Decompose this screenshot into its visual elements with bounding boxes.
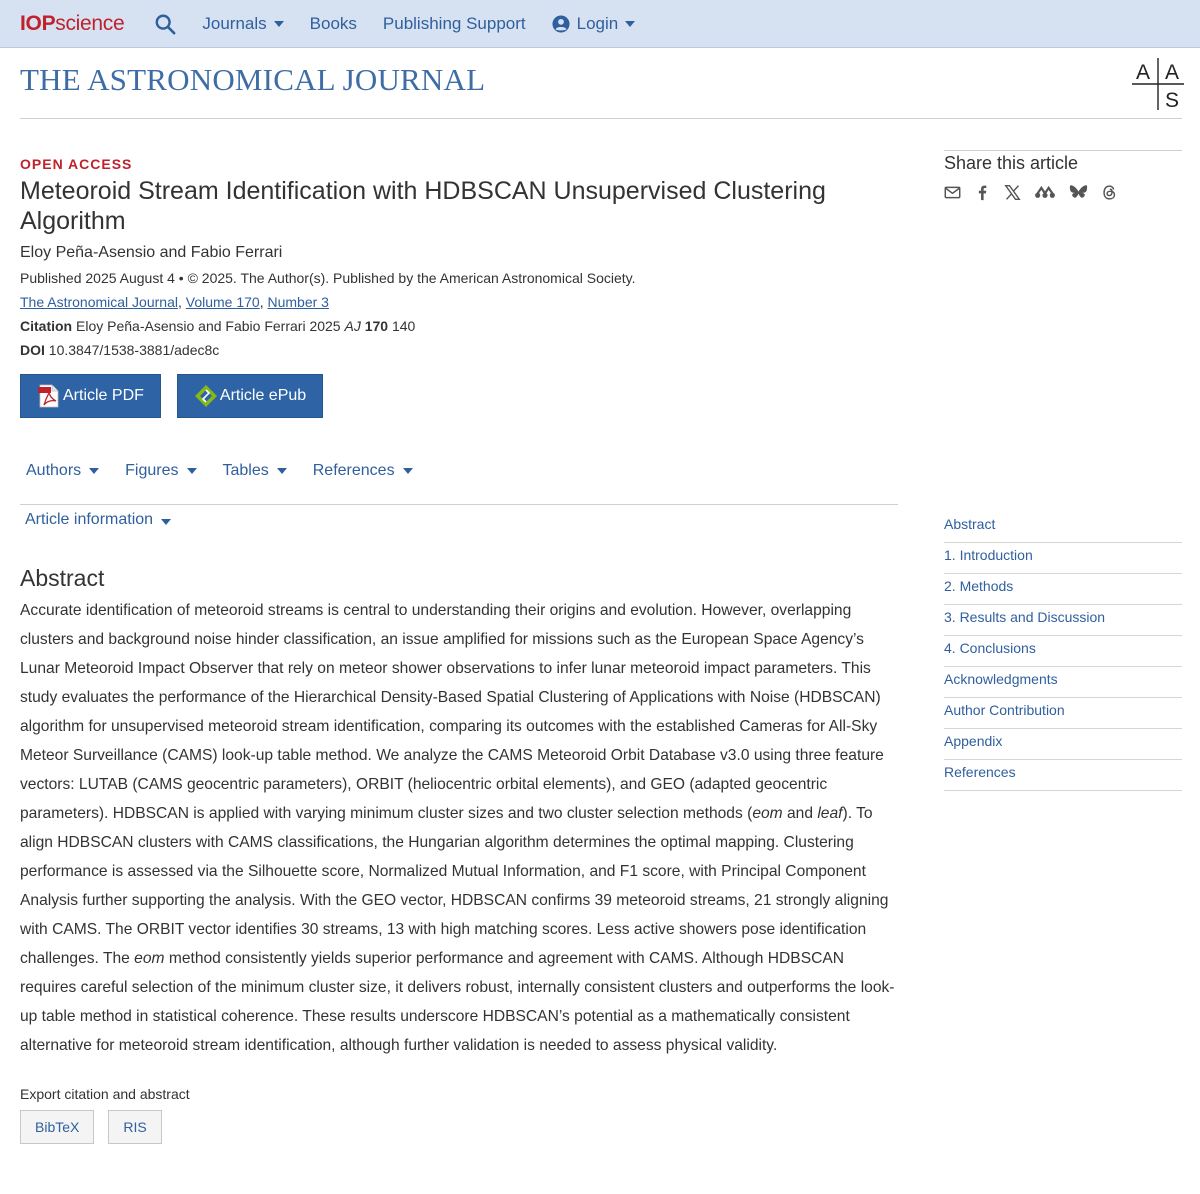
caret-down-icon <box>274 21 284 27</box>
citation <box>20 318 898 334</box>
volume-link[interactable]: Volume 170 <box>185 294 260 310</box>
email-icon[interactable] <box>944 184 961 201</box>
number-link[interactable]: Number 3 <box>267 294 329 310</box>
caret-down-icon <box>403 468 413 474</box>
citation-label: Citation <box>20 318 73 334</box>
doi-value[interactable]: 10.3847/1538-3881/adec8c <box>48 342 220 358</box>
top-navigation <box>0 0 1200 48</box>
subnav-figures[interactable] <box>125 462 196 480</box>
download-buttons <box>20 374 898 418</box>
nav-publishing-support[interactable] <box>383 14 526 34</box>
nav-login[interactable] <box>552 14 636 34</box>
open-access-label: OPEN ACCESS <box>20 156 133 172</box>
abstract-part-3: method consistently yields superior performance and agreement with CAMS. Although HDBSCAN requires careful selection of the minimum cluster size, it delivers robust, internally consistent clusters and outperforms the look-up table method in statistical coherence. These results underscore HDBSCAN’s potential as a mathematically consistent alternative for meteoroid stream identification, although further validation is needed to assess physical validity. <box>20 950 895 1054</box>
caret-down-icon <box>625 21 635 27</box>
citation-journal: AJ <box>344 318 361 334</box>
subnav-tables-label: Tables <box>222 462 269 479</box>
toc-author-contribution[interactable]: Author Contribution <box>944 698 1182 729</box>
export-buttons <box>20 1110 898 1144</box>
search-icon[interactable] <box>154 13 176 35</box>
abstract-text <box>20 596 898 1060</box>
caret-down-icon <box>161 519 171 525</box>
abstract-leaf: leaf <box>817 805 843 822</box>
ris-button[interactable]: RIS <box>108 1110 161 1144</box>
threads-icon[interactable] <box>1101 184 1118 201</box>
logo-science: science <box>55 11 125 35</box>
share-divider <box>944 150 1182 151</box>
bluesky-icon[interactable] <box>1069 184 1088 201</box>
doi-label: DOI <box>20 342 45 358</box>
toc-appendix[interactable]: Appendix <box>944 729 1182 760</box>
table-of-contents <box>944 512 1182 791</box>
subnav-figures-label: Figures <box>125 462 179 479</box>
article-epub-label: Article ePub <box>219 387 307 404</box>
abstract-eom-1: eom <box>752 805 783 822</box>
toc-abstract[interactable]: Abstract <box>944 512 1182 543</box>
nav-journals[interactable] <box>202 14 283 34</box>
header-divider <box>20 118 1182 119</box>
doi <box>20 342 898 358</box>
article-pdf-button[interactable] <box>20 374 161 418</box>
nav-books-label: Books <box>309 13 357 33</box>
aas-letter-a2: A <box>1164 61 1180 84</box>
subnav-references-label: References <box>312 462 395 479</box>
citation-text: Eloy Peña-Asensio and Fabio Ferrari 2025 <box>76 318 341 334</box>
share-heading: Share this article <box>944 153 1079 173</box>
toc-acknowledgments[interactable]: Acknowledgments <box>944 667 1182 698</box>
article-subnav <box>26 462 898 480</box>
citation-volume: 170 <box>364 318 389 334</box>
subnav-tables[interactable] <box>223 462 287 480</box>
mendeley-icon[interactable] <box>1034 184 1056 201</box>
abstract-part-1: Accurate identification of meteoroid streams is central to understanding their origins and evolution. However, overlapping clusters and background noise hinder classification, an issue amplified for missions such as the European Space Agency’s Lunar Meteoroid Impact Observer that rely on meteor shower observations to infer lunar meteoroid impact parameters. This study evaluates the performance of the Hierarchical Density-Based Spatial Clustering of Applications with Noise (HDBSCAN) algorithm for unsupervised meteoroid stream identification, comparing its outcomes with the established Cameras for All-Sky Meteor Surveillance (CAMS) look-up table method. We analyze the CAMS Meteoroid Orbit Database v3.0 using three feature vectors: LUTAB (CAMS geocentric parameters), ORBIT (heliocentric orbital elements), and GEO (adapted geocentric parameters). HDBSCAN is applied with varying minimum cluster sizes and two cluster selection methods ( <box>20 602 884 822</box>
epub-icon <box>194 384 218 408</box>
abstract-and: and <box>782 805 818 822</box>
journal-header <box>0 48 1200 118</box>
nav-books[interactable] <box>310 14 357 34</box>
logo-iop: IOP <box>20 11 56 35</box>
subnav-references[interactable] <box>313 462 413 480</box>
article-main <box>20 150 898 1144</box>
article-information-toggle[interactable] <box>25 511 898 529</box>
subnav-authors[interactable] <box>26 462 99 480</box>
abstract-eom-2: eom <box>134 950 165 967</box>
journal-link[interactable]: The Astronomical Journal <box>20 294 178 310</box>
article-title: Meteoroid Stream Identification with HDBSCAN Unsupervised Clustering Algorithm <box>20 177 826 235</box>
bibtex-button[interactable]: BibTeX <box>20 1110 94 1144</box>
aas-letter-a1: A <box>1135 61 1151 84</box>
journal-links: The Astronomical Journal, Volume 170, Number 3 <box>20 294 329 310</box>
citation-page: 140 <box>391 318 416 334</box>
iopscience-logo[interactable] <box>20 12 124 36</box>
share-icons <box>944 184 1182 201</box>
nav-publishing-support-label: Publishing Support <box>382 13 526 33</box>
abstract-part-2: ). To align HDBSCAN clusters with CAMS classifications, the Hungarian algorithm determines the optimal mapping. Clustering performance is assessed via the Silhouette score, Normalized Mutual Information, and F1 score, with Principal Component Analysis further supporting the analysis. With the GEO vector, HDBSCAN confirms 39 meteoroid streams, 21 strongly aligning with CAMS. The ORBIT vector identifies 30 streams, 13 with high matching scores. Less active showers pose identification challenges. The <box>20 805 889 967</box>
sidebar-share <box>944 150 1182 201</box>
toc-introduction[interactable]: 1. Introduction <box>944 543 1182 574</box>
export-label: Export citation and abstract <box>20 1086 190 1102</box>
nav-journals-label: Journals <box>202 13 267 33</box>
article-information-label: Article information <box>25 511 154 528</box>
toc-results-discussion[interactable]: 3. Results and Discussion <box>944 605 1182 636</box>
subnav-divider <box>20 504 898 505</box>
toc-references[interactable]: References <box>944 760 1182 791</box>
article-authors: Eloy Peña-Asensio and Fabio Ferrari <box>20 244 283 261</box>
aas-letter-s: S <box>1164 89 1180 112</box>
user-icon <box>552 15 570 33</box>
subnav-authors-label: Authors <box>26 462 82 479</box>
article-pdf-label: Article PDF <box>63 387 144 404</box>
aas-logo[interactable] <box>1130 56 1186 112</box>
abstract-heading: Abstract <box>20 565 105 591</box>
journal-title[interactable]: THE ASTRONOMICAL JOURNAL <box>20 62 486 97</box>
caret-down-icon <box>277 468 287 474</box>
publication-info: Published 2025 August 4 • © 2025. The Author(s). Published by the American Astronomical Society. <box>20 270 636 286</box>
facebook-icon[interactable] <box>974 184 991 201</box>
pdf-icon <box>37 384 61 408</box>
toc-methods[interactable]: 2. Methods <box>944 574 1182 605</box>
toc-conclusions[interactable]: 4. Conclusions <box>944 636 1182 667</box>
nav-login-label: Login <box>576 13 619 33</box>
caret-down-icon <box>89 468 99 474</box>
x-icon[interactable] <box>1004 184 1021 201</box>
caret-down-icon <box>187 468 197 474</box>
article-epub-button[interactable] <box>177 374 323 418</box>
